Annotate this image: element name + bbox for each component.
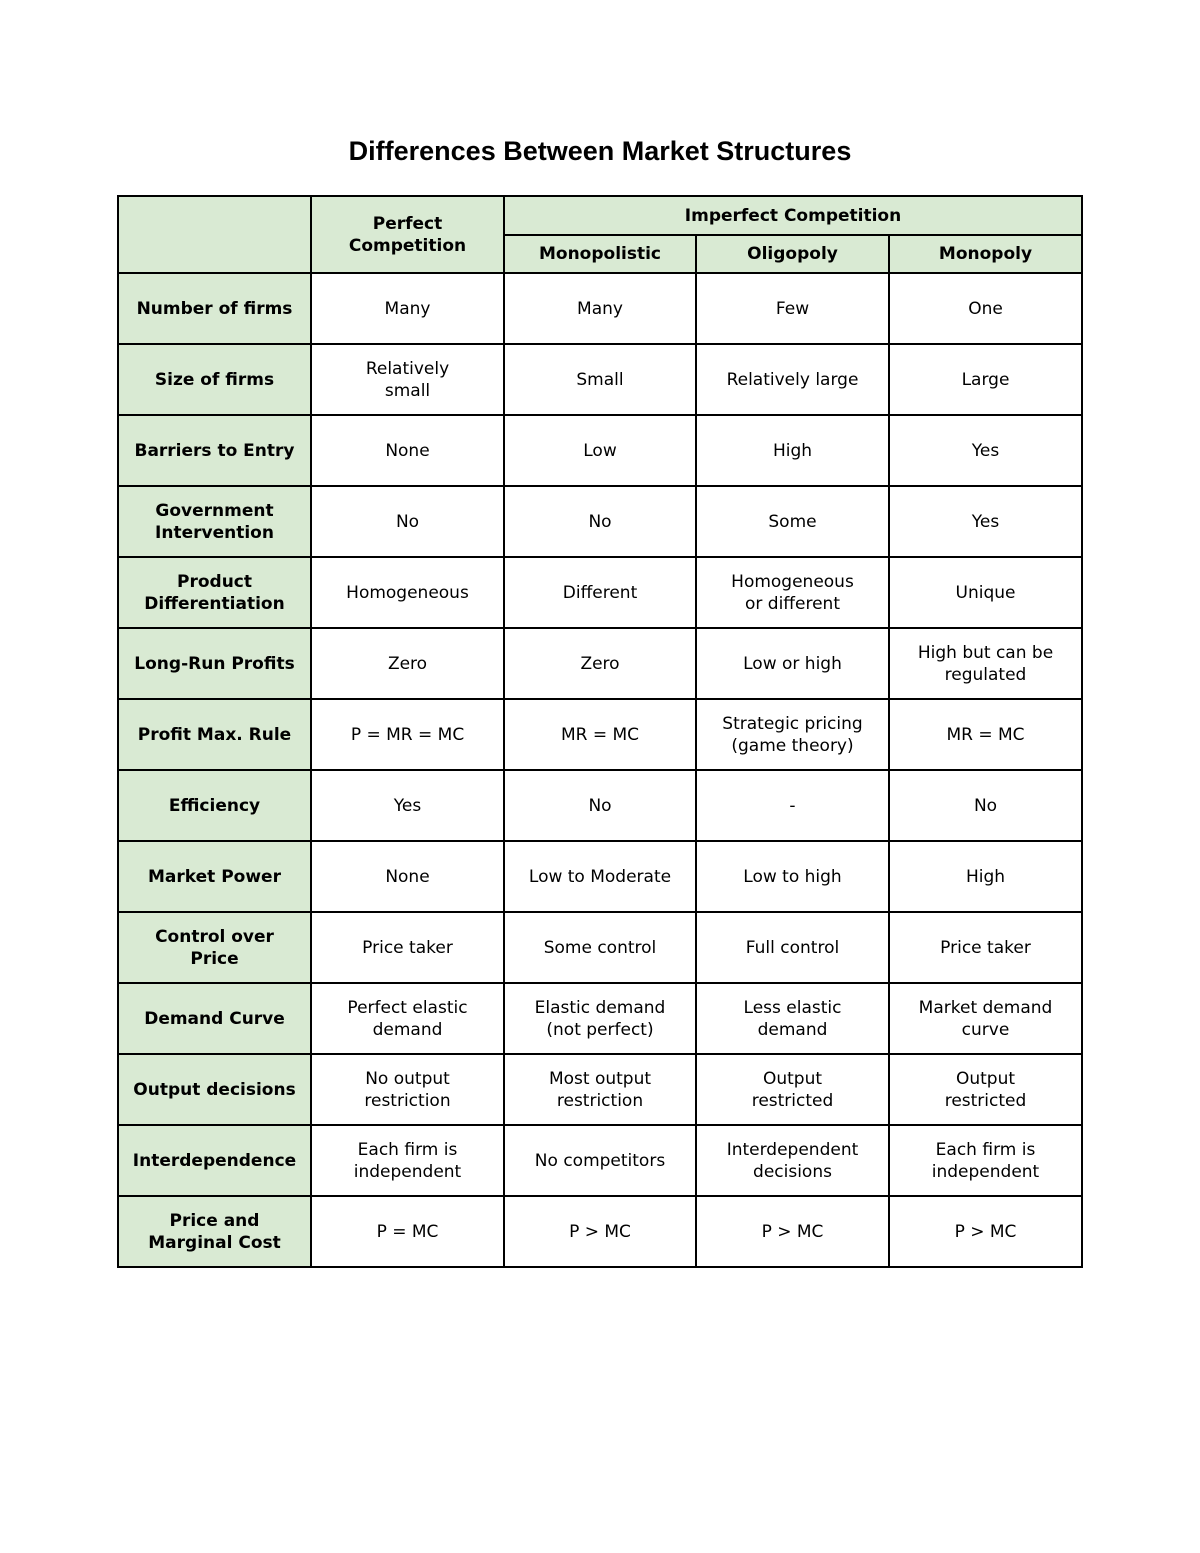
oligopoly-cell: Strategic pricing (game theory) — [696, 699, 889, 770]
table-body — [118, 273, 1082, 1267]
perfect-competition-cell: P = MR = MC — [311, 699, 504, 770]
oligopoly-cell: Homogeneous or different — [696, 557, 889, 628]
monopolistic-cell: Different — [504, 557, 696, 628]
monopolistic-cell: Many — [504, 273, 696, 344]
monopolistic-cell: Elastic demand (not perfect) — [504, 983, 696, 1054]
perfect-competition-cell: Homogeneous — [311, 557, 504, 628]
monopolistic-cell: Low to Moderate — [504, 841, 696, 912]
monopolistic-cell: P > MC — [504, 1196, 696, 1267]
table-row — [118, 699, 1082, 770]
monopoly-cell: No — [889, 770, 1082, 841]
table-row — [118, 1054, 1082, 1125]
monopolistic-header: Monopolistic — [504, 235, 696, 273]
row-label: Market Power — [118, 841, 311, 912]
oligopoly-cell: - — [696, 770, 889, 841]
table-row — [118, 557, 1082, 628]
oligopoly-cell: Low or high — [696, 628, 889, 699]
imperfect-competition-header: Imperfect Competition — [504, 196, 1082, 235]
oligopoly-cell: P > MC — [696, 1196, 889, 1267]
header-row — [118, 196, 1082, 235]
oligopoly-cell: Some — [696, 486, 889, 557]
market-structures-table — [117, 195, 1083, 1268]
oligopoly-cell: High — [696, 415, 889, 486]
perfect-competition-cell: None — [311, 415, 504, 486]
monopoly-cell: MR = MC — [889, 699, 1082, 770]
row-label: Barriers to Entry — [118, 415, 311, 486]
row-label: Efficiency — [118, 770, 311, 841]
monopolistic-cell: No competitors — [504, 1125, 696, 1196]
table-row — [118, 841, 1082, 912]
monopoly-cell: Large — [889, 344, 1082, 415]
monopolistic-cell: Most output restriction — [504, 1054, 696, 1125]
monopoly-cell: Each firm is independent — [889, 1125, 1082, 1196]
row-label: Control over Price — [118, 912, 311, 983]
corner-header-cell — [118, 196, 311, 273]
monopoly-cell: Yes — [889, 415, 1082, 486]
perfect-competition-cell: No — [311, 486, 504, 557]
perfect-competition-cell: Zero — [311, 628, 504, 699]
table-row — [118, 344, 1082, 415]
monopolistic-cell: Zero — [504, 628, 696, 699]
row-label: Profit Max. Rule — [118, 699, 311, 770]
row-label: Government Intervention — [118, 486, 311, 557]
oligopoly-cell: Interdependent decisions — [696, 1125, 889, 1196]
oligopoly-cell: Few — [696, 273, 889, 344]
monopolistic-cell: Small — [504, 344, 696, 415]
perfect-competition-cell: No output restriction — [311, 1054, 504, 1125]
monopolistic-cell: MR = MC — [504, 699, 696, 770]
table-row — [118, 486, 1082, 557]
perfect-competition-cell: Relatively small — [311, 344, 504, 415]
table-row — [118, 1196, 1082, 1267]
oligopoly-cell: Full control — [696, 912, 889, 983]
row-label: Long-Run Profits — [118, 628, 311, 699]
monopolistic-cell: Low — [504, 415, 696, 486]
monopolistic-cell: Some control — [504, 912, 696, 983]
oligopoly-header: Oligopoly — [696, 235, 889, 273]
table-row — [118, 1125, 1082, 1196]
monopoly-cell: Price taker — [889, 912, 1082, 983]
page-title: Differences Between Market Structures — [348, 136, 852, 166]
row-label: Demand Curve — [118, 983, 311, 1054]
perfect-competition-cell: Many — [311, 273, 504, 344]
perfect-competition-cell: Each firm is independent — [311, 1125, 504, 1196]
perfect-competition-cell: None — [311, 841, 504, 912]
perfect-competition-cell: Perfect elastic demand — [311, 983, 504, 1054]
oligopoly-cell: Less elastic demand — [696, 983, 889, 1054]
oligopoly-cell: Output restricted — [696, 1054, 889, 1125]
perfect-competition-cell: P = MC — [311, 1196, 504, 1267]
monopoly-cell: High but can be regulated — [889, 628, 1082, 699]
monopoly-cell: Market demand curve — [889, 983, 1082, 1054]
row-label: Interdependence — [118, 1125, 311, 1196]
table-row — [118, 415, 1082, 486]
oligopoly-cell: Low to high — [696, 841, 889, 912]
table-row — [118, 273, 1082, 344]
row-label: Number of firms — [118, 273, 311, 344]
row-label: Output decisions — [118, 1054, 311, 1125]
perfect-competition-header: Perfect Competition — [311, 196, 504, 273]
monopoly-cell: P > MC — [889, 1196, 1082, 1267]
table-row — [118, 628, 1082, 699]
monopoly-cell: Yes — [889, 486, 1082, 557]
monopoly-cell: Unique — [889, 557, 1082, 628]
monopoly-header: Monopoly — [889, 235, 1082, 273]
monopolistic-cell: No — [504, 486, 696, 557]
row-label: Product Differentiation — [118, 557, 311, 628]
perfect-competition-cell: Price taker — [311, 912, 504, 983]
oligopoly-cell: Relatively large — [696, 344, 889, 415]
table-row — [118, 912, 1082, 983]
monopoly-cell: High — [889, 841, 1082, 912]
monopoly-cell: One — [889, 273, 1082, 344]
monopoly-cell: Output restricted — [889, 1054, 1082, 1125]
monopolistic-cell: No — [504, 770, 696, 841]
row-label: Size of firms — [118, 344, 311, 415]
perfect-competition-cell: Yes — [311, 770, 504, 841]
table-row — [118, 770, 1082, 841]
row-label: Price and Marginal Cost — [118, 1196, 311, 1267]
table-row — [118, 983, 1082, 1054]
